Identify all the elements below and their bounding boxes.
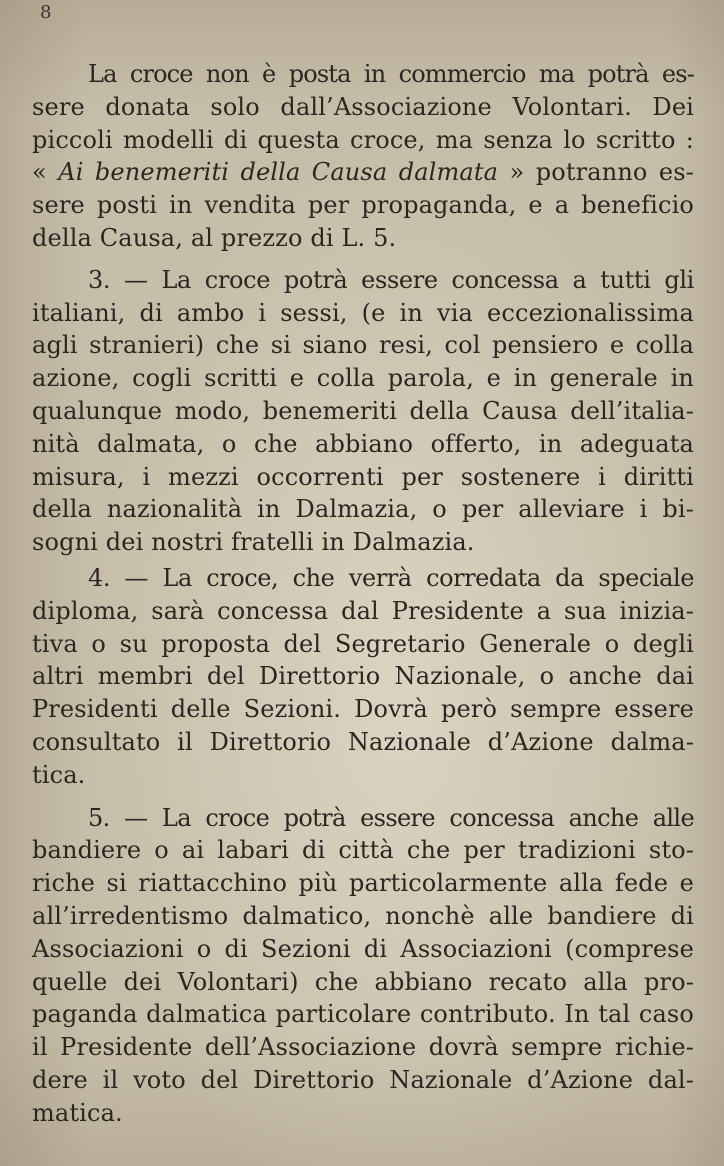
paragraph-article-3	[32, 264, 694, 559]
text-line: azione, cogli scritti e colla parola, e in generale in	[32, 364, 694, 393]
paragraph-intro	[32, 58, 694, 255]
text-line: sere posti in vendita per propaganda, e a beneficio	[32, 191, 694, 220]
text-line: tiva o su proposta del Segretario Generale o degli	[32, 629, 694, 658]
text-line: sere donata solo dall’Associazione Volontari. Dei	[32, 92, 694, 121]
text-line: all’irredentismo dalmatico, nonchè alle bandiere di	[32, 901, 694, 930]
text-line: La croce non è posta in commercio ma potrà es-	[88, 60, 694, 88]
text-line: della nazionalità in Dalmazia, o per alleviare i bi-	[32, 495, 694, 524]
italic-quote: Ai benemeriti della Causa dalmata	[58, 158, 499, 187]
text-line: italiani, di ambo i sessi, (e in via eccezionalissima	[32, 298, 694, 327]
body-text	[32, 58, 694, 1130]
paragraph-article-4	[32, 562, 694, 792]
text-line: 5. — La croce potrà essere concessa anche alle	[88, 803, 694, 832]
text-line: altri membri del Direttorio Nazionale, o anche dai	[32, 662, 694, 691]
text-line: dere il voto del Direttorio Nazionale d’Azione dal-	[32, 1065, 694, 1094]
text-line: quelle dei Volontari) che abbiano recato alla pro-	[32, 967, 694, 996]
text-line: il Presidente dell’Associazione dovrà sempre richie-	[32, 1033, 694, 1062]
text-line: nità dalmata, o che abbiano offerto, in adeguata	[32, 429, 694, 458]
text-line: sogni dei nostri fratelli in Dalmazia.	[32, 528, 475, 557]
text-line: piccoli modelli di questa croce, ma senza lo scritto :	[32, 125, 694, 154]
text-line: Presidenti delle Sezioni. Dovrà però sempre essere	[32, 695, 694, 724]
text-line: diploma, sarà concessa dal Presidente a sua inizia-	[32, 596, 694, 625]
text-segment: «	[32, 158, 59, 187]
text-line: qualunque modo, benemeriti della Causa dell’italia-	[32, 396, 694, 425]
text-line: 4. — La croce, che verrà corredata da speciale	[88, 563, 694, 592]
text-line: riche si riattacchino più particolarmente alla fede e	[32, 869, 694, 898]
text-line: misura, i mezzi occorrenti per sostenere i diritti	[32, 462, 694, 491]
page-number: 8	[40, 2, 52, 23]
paragraph-article-5	[32, 802, 694, 1130]
text-line: bandiere o ai labari di città che per tradizioni sto-	[32, 836, 694, 865]
text-line: paganda dalmatica particolare contributo. In tal caso	[32, 1000, 694, 1029]
text-line: consultato il Direttorio Nazionale d’Azione dalma-	[32, 727, 694, 756]
text-line: tica.	[32, 760, 86, 789]
text-segment: » potranno es-	[498, 158, 694, 187]
text-line: agli stranieri) che si siano resi, col pensiero e colla	[32, 331, 694, 360]
text-line: della Causa, al prezzo di L. 5.	[32, 223, 397, 252]
text-line-with-italic	[32, 156, 694, 189]
text-line: matica.	[32, 1098, 123, 1127]
text-line: Associazioni o di Sezioni di Associazioni (comprese	[32, 934, 694, 963]
text-line: 3. — La croce potrà essere concessa a tutti gli	[88, 265, 694, 294]
